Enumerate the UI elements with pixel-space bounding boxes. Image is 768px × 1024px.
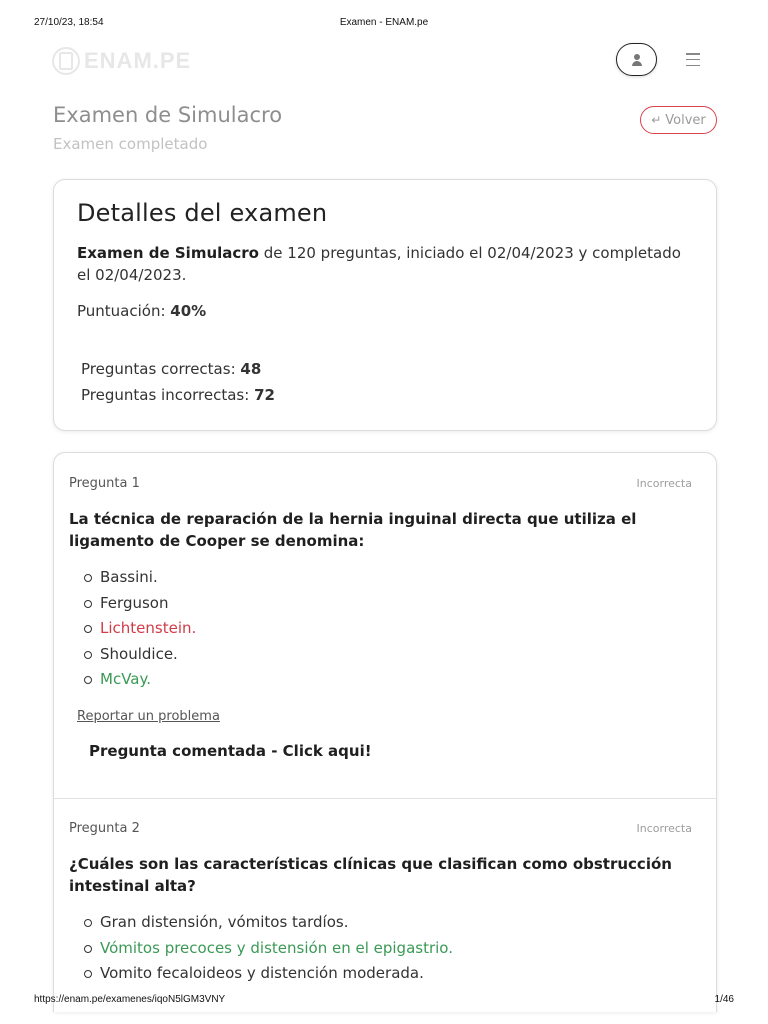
correct-count-line: Preguntas correctas: 48	[81, 360, 262, 378]
answer-option: Gran distensión, vómitos tardíos.	[82, 910, 453, 936]
print-page-title: Examen - ENAM.pe	[339, 17, 429, 28]
back-button-label: Volver	[665, 112, 706, 128]
answer-option-selected-wrong: Lichtenstein.	[82, 616, 196, 642]
answer-options	[82, 565, 196, 693]
question-status: Incorrecta	[636, 477, 692, 490]
question-divider	[54, 798, 717, 799]
question-label: Pregunta 2	[69, 821, 140, 836]
answer-option: Vomito fecaloideos y distención moderada.	[82, 961, 453, 987]
question-status: Incorrecta	[636, 822, 692, 835]
user-menu-button[interactable]	[616, 43, 657, 76]
score-line: Puntuación: 40%	[77, 302, 207, 320]
logo-text: ENAM.PE	[84, 48, 192, 73]
answer-options	[82, 910, 453, 987]
exam-details-card	[53, 179, 717, 431]
print-datetime: 27/10/23, 18:54	[34, 17, 104, 28]
answer-option-correct: McVay.	[82, 667, 196, 693]
hamburger-menu-button[interactable]	[686, 53, 702, 66]
details-heading: Detalles del examen	[77, 199, 328, 227]
summary-text: de 120 preguntas, iniciado el 02/04/2023 y completado el 02/04/2023.	[77, 244, 681, 284]
details-summary	[77, 242, 697, 286]
print-footer	[0, 994, 768, 1008]
exam-name: Examen de Simulacro	[77, 244, 259, 262]
incorrect-count: 72	[254, 386, 275, 404]
site-logo[interactable]	[52, 46, 191, 76]
print-header	[0, 17, 768, 31]
print-page-number: 1/46	[714, 994, 734, 1005]
question-text: La técnica de reparación de la hernia inguinal directa que utiliza el ligamento de Cooper se denomina:	[69, 510, 637, 550]
correct-count: 48	[240, 360, 262, 378]
score-value: 40%	[170, 302, 207, 320]
user-icon	[631, 54, 643, 66]
answer-option: Shouldice.	[82, 642, 196, 668]
hamburger-icon	[686, 53, 700, 55]
back-button[interactable]	[640, 106, 717, 134]
answer-option: Ferguson	[82, 591, 196, 617]
return-arrow-icon: ↵	[651, 113, 662, 127]
logo-icon	[52, 47, 80, 75]
answer-option: Bassini.	[82, 565, 196, 591]
incorrect-count-line: Preguntas incorrectas: 72	[81, 386, 275, 404]
page-subtitle: Examen completado	[53, 135, 208, 153]
page-title: Examen de Simulacro	[53, 103, 283, 127]
answer-option-correct: Vómitos precoces y distensión en el epigastrio.	[82, 936, 453, 962]
print-url: https://enam.pe/examenes/iqoN5lGM3VNY	[34, 994, 226, 1005]
commented-question-link[interactable]: Pregunta comentada - Click aqui!	[89, 742, 372, 760]
question-label: Pregunta 1	[69, 476, 140, 491]
question-text: ¿Cuáles son las características clínicas que clasifican como obstrucción intestinal alta?	[69, 855, 672, 895]
report-problem-link[interactable]: Reportar un problema	[77, 709, 220, 724]
questions-card	[53, 452, 717, 1012]
